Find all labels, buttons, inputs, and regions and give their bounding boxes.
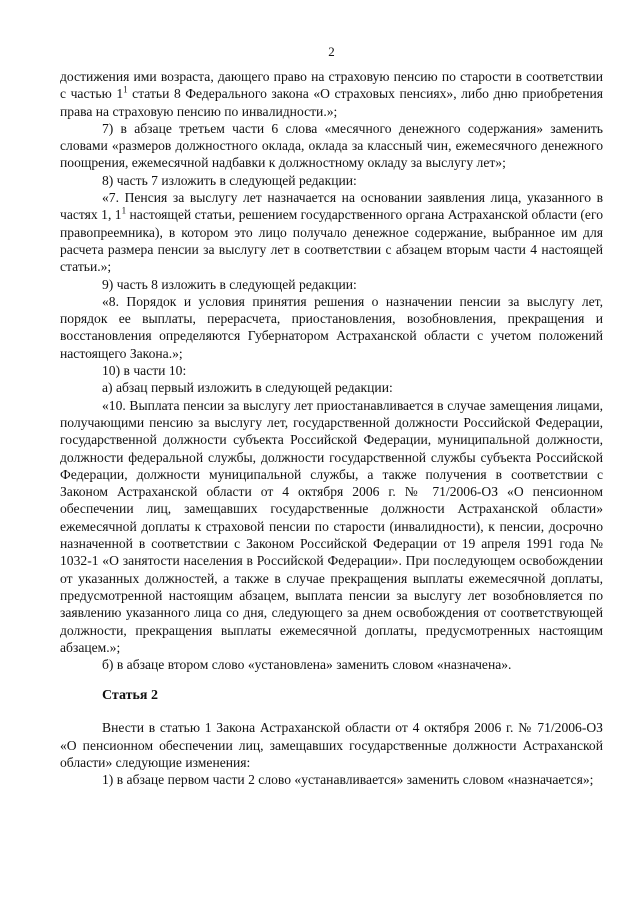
superscript-one: 1: [121, 205, 127, 216]
page-number: 2: [328, 44, 335, 59]
paragraph-part-7-text: «7. Пенсия за выслугу лет назначается на основании заявления лица, указанного в частях 1, $1^1$ настоящей статьи, решением государственного органа Астраханской области (его правопреемника), в котором это лицо получало денежное содержание, выбранное им для расчета размера пенсии за выслугу лет в соответствии с абзацем вторым части 4 настоящей статьи.»;: [60, 190, 603, 275]
paragraph-item-10b: б) в абзаце втором слово «установлена» заменить словом «назначена».: [102, 657, 512, 673]
paragraph-article-2-intro: Внести в статью 1 Закона Астраханской области от 4 октября 2006 г. № 71/2006-ОЗ «О пенсионном обеспечении лиц, замещавших государственные должности Астраханской области» следующие изменения:: [60, 720, 603, 770]
article-heading: Статья 2: [102, 688, 158, 704]
paragraph-part-10-text: «10. Выплата пенсии за выслугу лет приостанавливается в случае замещения лицами, получающими пенсию за выслугу лет, государственной должности Российской Федерации, государственной должности субъекта Российской Федерации, муниципальной должности, должности федеральной службы, должности государственной службы субъекта Российской Федерации, должности муниципальной службы, а также получения в соответствии с Законом Астраханской области от 4 октября 2006 г. № 71/2006-ОЗ «О пенсионном обеспечении лиц, замещавших государственные должности Астраханской области» ежемесячной доплаты к страховой пенсии по старости (инвалидности), к пенсии, досрочно назначенной в соответствии с Законом Российской Федерации от 19 апреля 1991 года № 1032-1 «О занятости населения в Российской Федерации». При последующем освобождении от указанных должностей, а также в случае прекращения выплаты ежемесячной доплаты, предусмотренной настоящим абзацем, выплата пенсии за выслугу лет возобновляется по заявлению указанного лица со дня, следующего за днем освобождения от соответствующей должности, прекращения выплаты ежемесячной доплаты, предусмотренных настоящим абзацем.»;: [60, 397, 603, 655]
paragraph-item-10: 10) в части 10:: [102, 363, 187, 379]
paragraph-item-9: 9) часть 8 изложить в следующей редакции:: [102, 276, 357, 292]
paragraph-article-2-item-1: 1) в абзаце первом части 2 слово «устанавливается» заменить словом «назначается»;: [102, 772, 594, 788]
paragraph-continuation: достижения ими возраста, дающего право на страховую пенсию по старости в соответствии с частью $1^1$ статьи 8 Федерального закона «О страховых пенсиях», либо дню приобретения права на страховую пенсию по инвалидности.»;: [60, 69, 604, 119]
paragraph-item-10a: а) абзац первый изложить в следующей редакции:: [102, 380, 393, 396]
paragraph-part-8-text: «8. Порядок и условия принятия решения о назначении пенсии за выслугу лет, порядок ее выплаты, перерасчета, приостановления, возобновления, прекращения и восстановления определяются Губернатором Астраханской области с учетом положений настоящего Закона.»;: [60, 293, 603, 361]
paragraph-item-8: 8) часть 7 изложить в следующей редакции:: [102, 172, 357, 188]
paragraph-item-7: 7) в абзаце третьем части 6 слова «месячного денежного содержания» заменить словами «размеров должностного оклада, оклада за классный чин, ежемесячного денежного поощрения, ежемесячной надбавки к должностному окладу за выслугу лет»;: [60, 120, 603, 171]
superscript-one: 1: [123, 84, 128, 95]
